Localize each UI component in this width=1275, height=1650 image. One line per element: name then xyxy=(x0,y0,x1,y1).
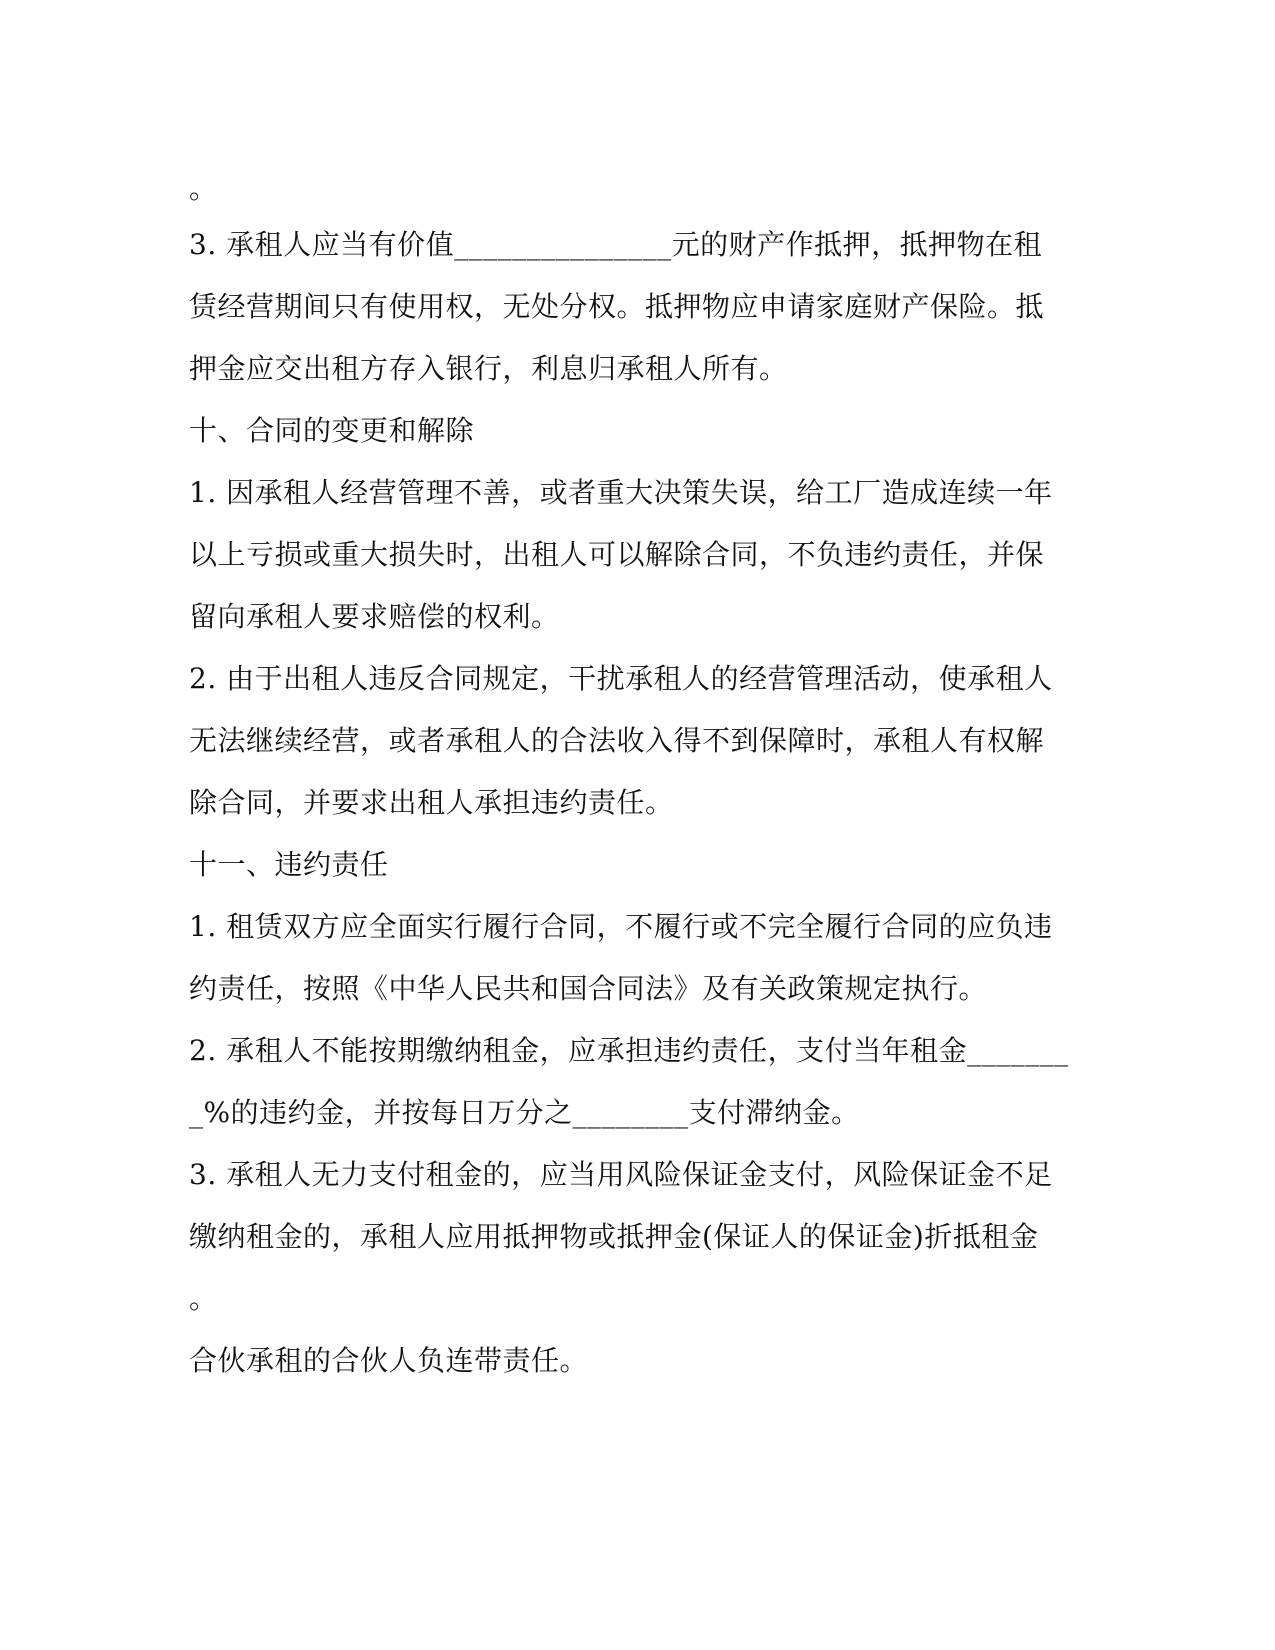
text-line: 留向承租人要求赔偿的权利。 xyxy=(189,600,560,633)
text-line: 2. 承租人不能按期缴纳租金，应承担违约责任，支付当年租金_______ xyxy=(189,1034,1069,1067)
text-line: 缴纳租金的，承租人应用抵押物或抵押金(保证人的保证金)折抵租金 xyxy=(189,1220,1039,1253)
section-heading: 十一、违约责任 xyxy=(189,848,389,881)
text-line: 3. 承租人应当有价值_______________元的财产作抵押，抵押物在租 xyxy=(189,228,1043,261)
section-heading: 十、合同的变更和解除 xyxy=(189,414,475,447)
text-line: 无法继续经营，或者承租人的合法收入得不到保障时，承租人有权解 xyxy=(189,724,1045,757)
text-line: 。 xyxy=(189,1282,218,1315)
text-line: 。 xyxy=(189,172,218,205)
text-line: 2. 由于出租人违反合同规定，干扰承租人的经营管理活动，使承租人 xyxy=(189,662,1053,695)
text-line: 1. 租赁双方应全面实行履行合同，不履行或不完全履行合同的应负违 xyxy=(189,910,1053,943)
text-line: 押金应交出租方存入银行，利息归承租人所有。 xyxy=(189,352,788,385)
text-line: _%的违约金，并按每日万分之________支付滞纳金。 xyxy=(189,1096,860,1129)
text-line: 以上亏损或重大损失时，出租人可以解除合同，不负违约责任，并保 xyxy=(189,538,1045,571)
text-line: 3. 承租人无力支付租金的，应当用风险保证金支付，风险保证金不足 xyxy=(189,1158,1053,1191)
text-line: 合伙承租的合伙人负连带责任。 xyxy=(189,1344,589,1377)
text-line: 1. 因承租人经营管理不善，或者重大决策失误，给工厂造成连续一年 xyxy=(189,476,1053,509)
text-line: 约责任，按照《中华人民共和国合同法》及有关政策规定执行。 xyxy=(189,972,988,1005)
text-line: 赁经营期间只有使用权，无处分权。抵押物应申请家庭财产保险。抵 xyxy=(189,290,1045,323)
text-line: 除合同，并要求出租人承担违约责任。 xyxy=(189,786,674,819)
